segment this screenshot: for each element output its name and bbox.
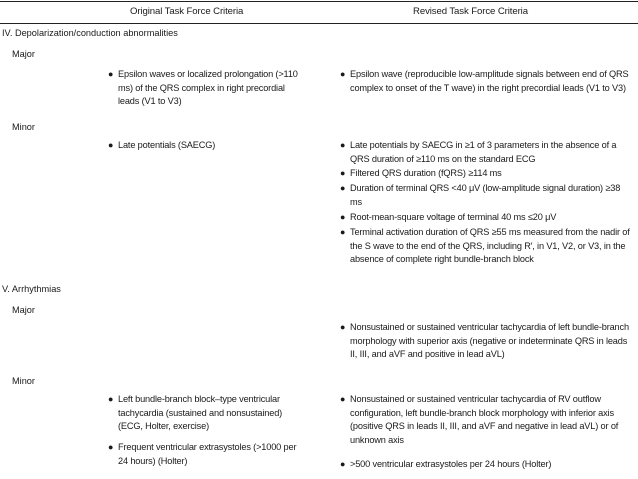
bullet-icon: ●	[340, 168, 346, 178]
bullet-icon: ●	[340, 183, 346, 193]
item-text: Terminal activation duration of QRS ≥55 ms measured from the nadir of the S wave to the end of the QRS, including R′, in V1, V2, or V3, in the absence of complete right bundle-branch block	[350, 227, 630, 264]
list-item	[108, 139, 298, 153]
list-item	[340, 211, 633, 225]
section-title-v: V. Arrhythmias	[2, 284, 61, 294]
list-item	[340, 226, 633, 267]
subsection-major-iv: Major	[12, 49, 35, 59]
table-top-rule	[0, 1, 638, 2]
bullet-icon: ●	[340, 322, 346, 332]
bullet-icon: ●	[340, 212, 346, 222]
item-text: Late potentials (SAECG)	[118, 140, 216, 150]
bullet-icon: ●	[340, 227, 346, 237]
item-text: Left bundle-branch block–type ventricular tachycardia (sustained and nonsustained) (ECG, Holter, exercise)	[118, 394, 283, 431]
item-text: Duration of terminal QRS <40 μV (low-amplitude signal duration) ≥38 ms	[350, 183, 621, 207]
list-item	[340, 182, 633, 209]
column-header-original: Original Task Force Criteria	[130, 6, 244, 17]
list-item	[340, 458, 633, 472]
subsection-minor-v: Minor	[12, 376, 35, 386]
list-item	[108, 68, 298, 109]
item-text: Nonsustained or sustained ventricular tachycardia of left bundle-branch morphology with superior axis (negative or indeterminate QRS in leads II, III, and aVF and positive in lead aVL)	[350, 322, 629, 359]
item-text: Nonsustained or sustained ventricular tachycardia of RV outflow configuration, left bundle-branch block morphology with inferior axis (positive QRS in leads II, III, and aVF and negative in lead aVL) or of unknown axis	[350, 394, 619, 445]
subsection-major-v: Major	[12, 305, 35, 315]
bullet-icon: ●	[108, 394, 114, 404]
item-text: >500 ventricular extrasystoles per 24 hours (Holter)	[350, 459, 552, 469]
bullet-icon: ●	[108, 69, 114, 79]
subsection-minor-iv: Minor	[12, 122, 35, 132]
item-text: Root-mean-square voltage of terminal 40 ms ≤20 μV	[350, 212, 557, 222]
bullet-icon: ●	[340, 459, 346, 469]
item-text: Frequent ventricular extrasystoles (>1000 per 24 hours) (Holter)	[118, 442, 297, 466]
item-text: Epsilon waves or localized prolongation (>110 ms) of the QRS complex in right precordial leads (V1 to V3)	[118, 69, 298, 106]
item-text: Late potentials by SAECG in ≥1 of 3 parameters in the absence of a QRS duration of ≥110 ms on the standard ECG	[350, 140, 617, 164]
list-item	[340, 321, 633, 362]
list-item	[340, 167, 633, 181]
list-item	[340, 139, 633, 166]
item-text: Epsilon wave (reproducible low-amplitude signals between end of QRS complex to onset of the T wave) in the right precordial leads (V1 to V3)	[350, 69, 629, 93]
section-title-iv: IV. Depolarization/conduction abnormalities	[2, 28, 178, 38]
list-item	[108, 441, 298, 468]
list-item	[340, 393, 633, 447]
bullet-icon: ●	[108, 140, 114, 150]
bullet-icon: ●	[340, 69, 346, 79]
list-item	[340, 68, 633, 95]
header-rule	[0, 23, 638, 24]
bullet-icon: ●	[340, 394, 346, 404]
item-text: Filtered QRS duration (fQRS) ≥114 ms	[350, 168, 502, 178]
column-header-revised: Revised Task Force Criteria	[413, 6, 528, 17]
bullet-icon: ●	[108, 442, 114, 452]
list-item	[108, 393, 298, 434]
bullet-icon: ●	[340, 140, 346, 150]
